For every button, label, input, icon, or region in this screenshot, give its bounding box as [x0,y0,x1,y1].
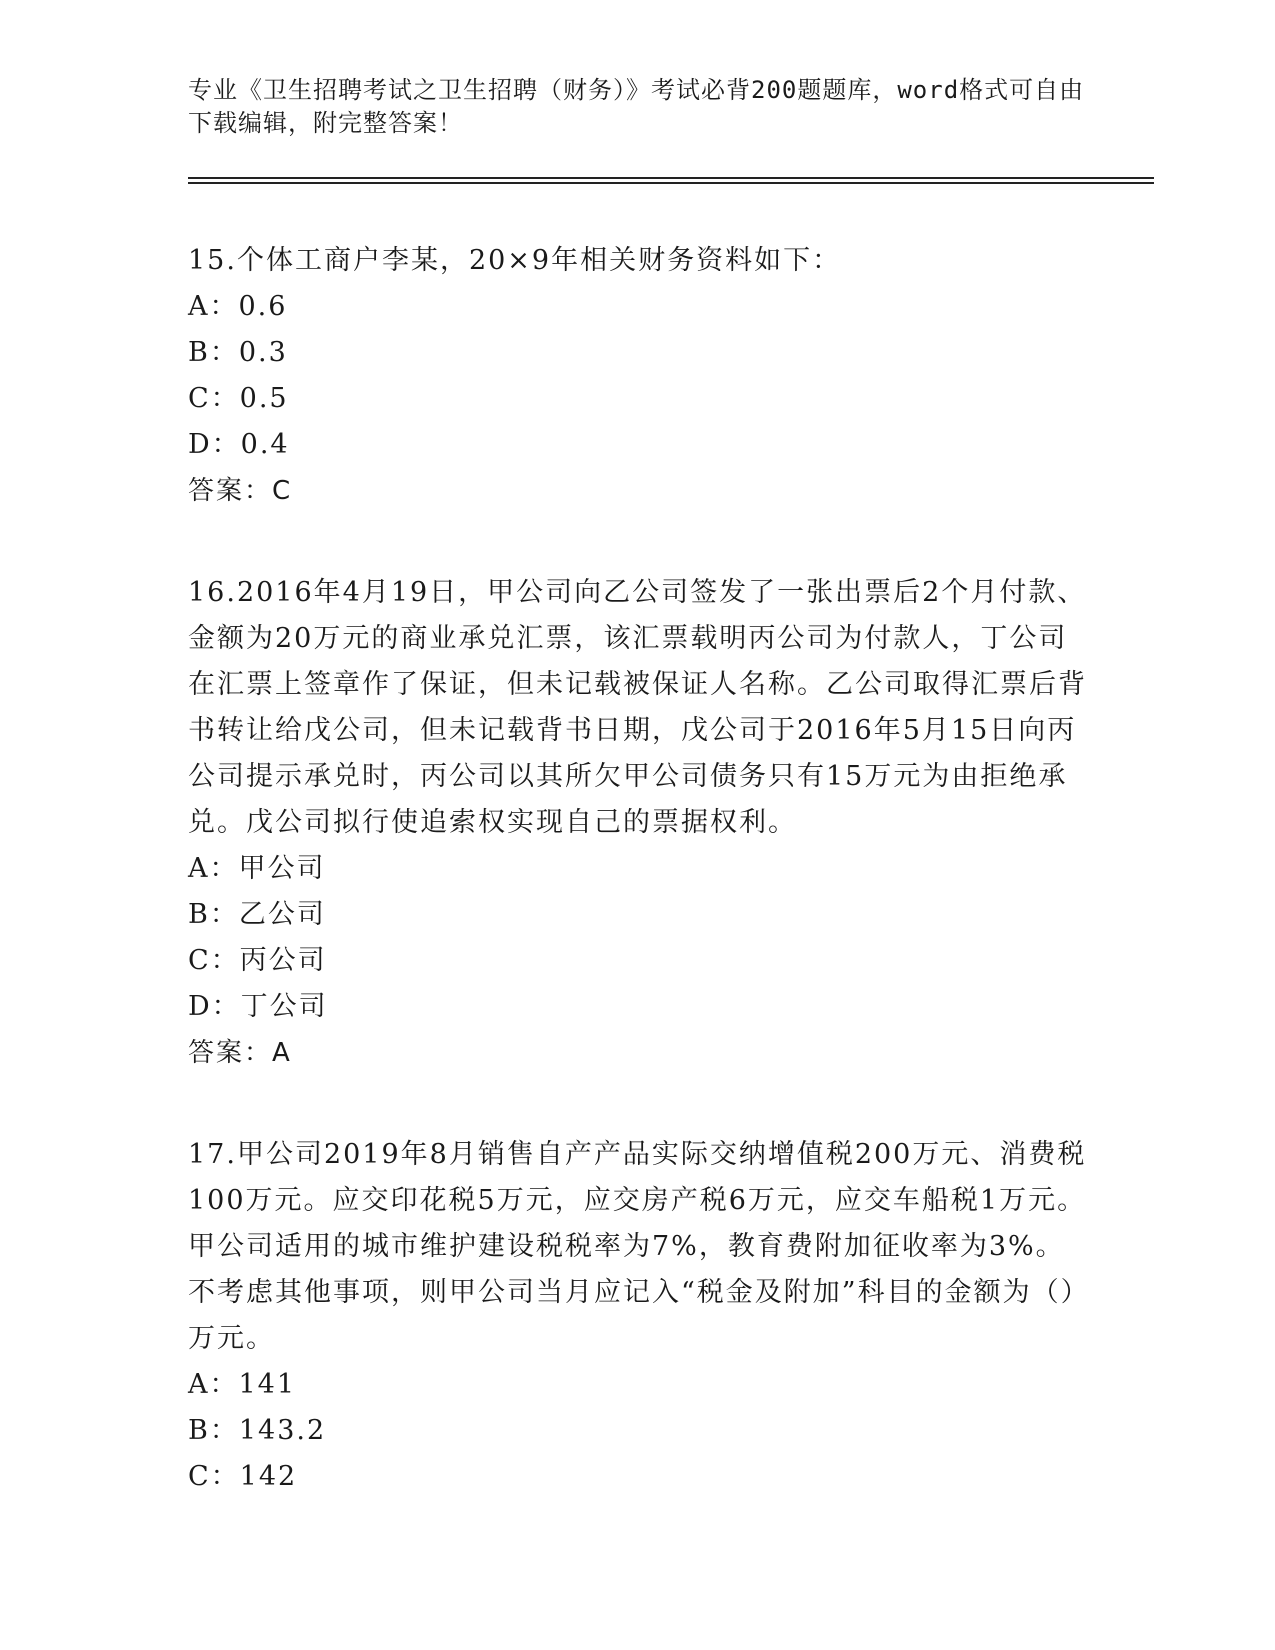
option-c: C：142 [188,1461,298,1492]
option-c: C：0.5 [188,383,289,414]
option-b: B：0.3 [188,337,288,368]
option-b: B：143.2 [188,1415,327,1446]
question-15 [188,238,1088,514]
option-d: D：丁公司 [188,991,328,1022]
option-d: D：0.4 [188,429,290,460]
option-c: C：丙公司 [188,945,327,976]
document-header: 专业《卫生招聘考试之卫生招聘（财务）》考试必背200题题库，word格式可自由下载编辑，附完整答案！ [188,76,1085,137]
option-b: B：乙公司 [188,899,326,930]
option-a: A：0.6 [188,291,288,322]
option-a: A：甲公司 [188,853,326,884]
answer: 答案：C [188,476,293,506]
question-17 [188,1132,1088,1500]
question-stem: 15.个体工商户李某，20×9年相关财务资料如下： [188,245,842,276]
question-stem: 17.甲公司2019年8月销售自产产品实际交纳增值税200万元、消费税100万元。应交印花税5万元，应交房产税6万元，应交车船税1万元。甲公司适用的城市维护建设税税率为7%，教育费附加征收率为3%。不考虑其他事项，则甲公司当月应记入“税金及附加”科目的金额为（）万元。 [188,1139,1087,1354]
question-16 [188,570,1088,1076]
header-rule-bottom [188,182,1154,184]
question-stem: 16.2016年4月19日，甲公司向乙公司签发了一张出票后2个月付款、金额为20万元的商业承兑汇票，该汇票载明丙公司为付款人，丁公司在汇票上签章作了保证，但未记载被保证人名称。乙公司取得汇票后背书转让给戊公司，但未记载背书日期，戊公司于2016年5月15日向丙公司提示承兑时，丙公司以其所欠甲公司债务只有15万元为由拒绝承兑。戊公司拟行使追索权实现自己的票据权利。 [188,577,1087,838]
answer: 答案：A [188,1038,292,1068]
header-rule-top [188,177,1154,179]
spacer [188,514,1088,570]
option-a: A：141 [188,1369,297,1400]
spacer [188,1076,1088,1132]
question-list [188,238,1088,1500]
